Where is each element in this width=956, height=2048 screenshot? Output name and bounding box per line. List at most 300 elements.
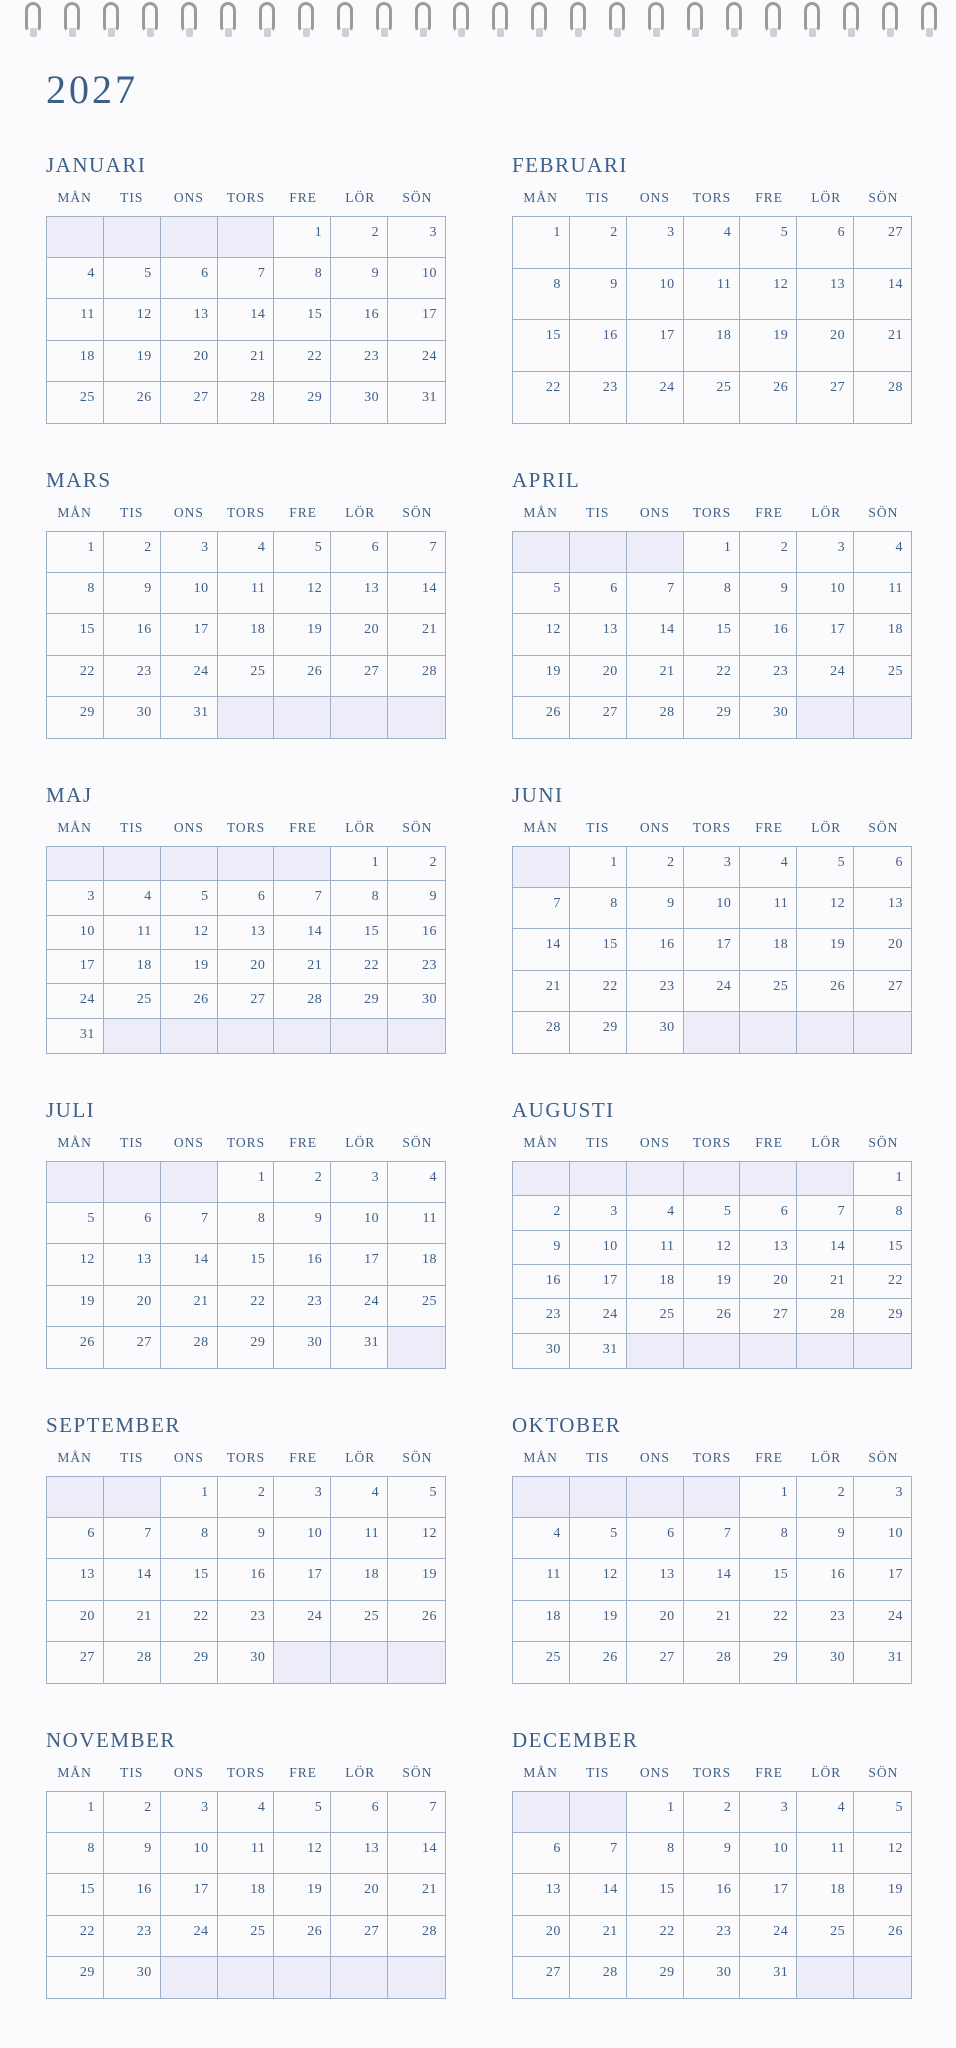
day-number: 28 — [716, 1649, 732, 1665]
day-number: 29 — [773, 1649, 789, 1665]
day-number: 27 — [136, 1334, 152, 1350]
weekday-label: TIS — [586, 190, 610, 205]
day-cell — [797, 1196, 854, 1230]
day-number: 13 — [659, 1567, 675, 1583]
day-cell — [570, 1833, 627, 1874]
day-number: 20 — [602, 663, 618, 679]
day-number: 15 — [716, 622, 732, 638]
day-cell — [570, 269, 627, 321]
day-cell — [47, 697, 104, 738]
day-cell — [684, 1299, 741, 1333]
day-cell — [570, 1012, 627, 1053]
day-cell — [627, 1642, 684, 1683]
day-cell — [797, 1231, 854, 1265]
day-cell — [797, 573, 854, 614]
day-number: 5 — [314, 540, 323, 555]
day-cell — [274, 950, 331, 984]
day-number: 1 — [314, 225, 323, 240]
empty-day-cell — [47, 1477, 104, 1518]
day-cell — [161, 1286, 218, 1327]
day-number: 20 — [250, 957, 266, 973]
empty-day-cell — [104, 1019, 161, 1053]
spiral-ring-icon — [801, 0, 825, 38]
spiral-ring-icon — [178, 0, 202, 38]
day-cell — [570, 1642, 627, 1683]
day-cell — [513, 372, 570, 424]
day-cell — [104, 1792, 161, 1833]
day-number: 20 — [136, 1293, 152, 1309]
day-cell — [47, 532, 104, 573]
day-cell — [274, 382, 331, 423]
day-cell — [161, 984, 218, 1018]
day-cell — [570, 847, 627, 888]
day-number: 20 — [545, 1923, 561, 1939]
day-cell — [331, 1833, 388, 1874]
day-number: 18 — [830, 1882, 846, 1898]
weekday-header — [512, 1440, 912, 1476]
day-number: 6 — [610, 581, 618, 597]
day-number: 26 — [193, 992, 209, 1008]
spiral-ring-icon — [373, 0, 397, 38]
day-cell — [218, 1286, 275, 1327]
day-number: 29 — [79, 704, 95, 720]
day-number: 14 — [659, 622, 675, 638]
empty-day-cell — [513, 1477, 570, 1518]
weekday-label: TIS — [586, 1765, 610, 1780]
day-number: 14 — [716, 1567, 732, 1583]
day-cell — [218, 573, 275, 614]
month-mars — [46, 465, 446, 739]
day-number: 23 — [136, 663, 152, 679]
day-cell — [161, 1601, 218, 1642]
day-cell — [854, 217, 911, 269]
day-cell — [161, 1916, 218, 1957]
day-number: 2 — [610, 225, 618, 240]
day-cell — [684, 1265, 741, 1299]
day-number: 7 — [257, 266, 266, 282]
day-cell — [388, 573, 445, 614]
day-number: 30 — [307, 1334, 323, 1350]
day-number: 20 — [659, 1608, 675, 1624]
day-cell — [797, 269, 854, 321]
day-number: 9 — [371, 266, 380, 282]
day-cell — [388, 217, 445, 258]
month-title: JULI — [46, 1098, 96, 1122]
day-cell — [274, 916, 331, 950]
day-number: 27 — [773, 1307, 789, 1323]
empty-day-cell — [104, 217, 161, 258]
day-cell — [740, 1559, 797, 1600]
month-maj — [46, 780, 446, 1054]
day-cell — [104, 881, 161, 915]
day-grid — [46, 846, 446, 1054]
day-cell — [47, 656, 104, 697]
weekday-label: TORS — [226, 820, 266, 835]
day-number: 29 — [716, 704, 732, 720]
day-cell — [47, 1833, 104, 1874]
day-number: 12 — [773, 276, 789, 292]
day-cell — [513, 888, 570, 929]
empty-day-cell — [218, 1019, 275, 1053]
weekday-label: TORS — [692, 1135, 732, 1150]
day-number: 12 — [79, 1252, 95, 1268]
day-cell — [797, 1642, 854, 1683]
day-cell — [570, 1334, 627, 1368]
day-cell — [740, 372, 797, 424]
day-number: 12 — [193, 923, 209, 939]
empty-day-cell — [218, 1957, 275, 1998]
day-number: 25 — [79, 389, 95, 405]
weekday-label: TIS — [586, 505, 610, 520]
day-cell — [388, 341, 445, 382]
day-cell — [627, 1833, 684, 1874]
day-number: 18 — [773, 937, 789, 953]
day-number: 4 — [780, 855, 789, 870]
empty-day-cell — [47, 1162, 104, 1203]
day-number: 14 — [193, 1252, 209, 1268]
day-cell — [854, 1559, 911, 1600]
day-cell — [854, 1477, 911, 1518]
month-oktober — [512, 1410, 912, 1684]
month-title: DECEMBER — [512, 1728, 639, 1752]
day-number: 4 — [257, 540, 266, 555]
day-cell — [797, 1874, 854, 1915]
day-number: 21 — [888, 328, 903, 343]
day-number: 17 — [659, 328, 675, 343]
day-number: 2 — [553, 1204, 561, 1220]
weekday-label: FRE — [755, 1450, 784, 1465]
spiral-binding — [22, 0, 942, 44]
day-number: 30 — [545, 1341, 561, 1357]
day-cell — [740, 1265, 797, 1299]
day-number: 18 — [545, 1608, 561, 1624]
day-number: 11 — [546, 1567, 561, 1583]
weekday-label: LÖR — [811, 1135, 842, 1150]
day-cell — [513, 1196, 570, 1230]
day-number: 25 — [364, 1608, 380, 1624]
day-number: 11 — [773, 896, 789, 912]
day-number: 24 — [888, 1608, 903, 1624]
day-cell — [274, 614, 331, 655]
day-cell — [274, 1601, 331, 1642]
day-number: 24 — [830, 663, 846, 679]
empty-day-cell — [570, 1162, 627, 1196]
day-number: 7 — [429, 1800, 437, 1815]
day-cell — [218, 382, 275, 423]
empty-day-cell — [388, 1019, 445, 1053]
day-number: 8 — [371, 889, 380, 905]
day-number: 4 — [144, 889, 152, 905]
day-cell — [854, 1601, 911, 1642]
empty-day-cell — [627, 1162, 684, 1196]
day-number: 13 — [79, 1567, 95, 1583]
day-number: 10 — [193, 581, 209, 597]
day-cell — [218, 1518, 275, 1559]
day-number: 12 — [545, 622, 561, 638]
day-number: 18 — [364, 1567, 380, 1583]
day-cell — [684, 1916, 741, 1957]
day-number: 2 — [429, 855, 437, 870]
day-cell — [684, 1601, 741, 1642]
day-number: 10 — [307, 1526, 323, 1542]
day-number: 1 — [553, 225, 561, 240]
day-cell — [570, 1299, 627, 1333]
empty-day-cell — [854, 1334, 911, 1368]
month-title: JANUARI — [46, 153, 147, 177]
day-cell — [627, 1559, 684, 1600]
day-number: 27 — [250, 992, 266, 1008]
day-cell — [797, 614, 854, 655]
day-number: 3 — [429, 225, 437, 240]
day-cell — [740, 320, 797, 372]
day-cell — [627, 1916, 684, 1957]
day-number: 25 — [888, 663, 903, 679]
day-cell — [388, 1916, 445, 1957]
empty-day-cell — [570, 532, 627, 573]
day-cell — [570, 1601, 627, 1642]
empty-day-cell — [331, 1642, 388, 1683]
weekday-header — [46, 1440, 446, 1476]
day-number: 10 — [422, 266, 437, 282]
day-cell — [331, 532, 388, 573]
day-cell — [47, 1203, 104, 1244]
day-cell — [627, 1299, 684, 1333]
day-number: 16 — [830, 1567, 846, 1583]
empty-day-cell — [331, 1957, 388, 1998]
empty-day-cell — [161, 1019, 218, 1053]
day-cell — [854, 1231, 911, 1265]
day-number: 14 — [136, 1567, 152, 1583]
weekday-label: MÅN — [57, 1765, 92, 1780]
day-cell — [570, 888, 627, 929]
day-cell — [854, 269, 911, 321]
spiral-ring-icon — [295, 0, 319, 38]
day-number: 24 — [307, 1608, 323, 1624]
day-number: 24 — [364, 1293, 380, 1309]
day-cell — [388, 1203, 445, 1244]
day-number: 11 — [830, 1841, 846, 1857]
day-cell — [331, 984, 388, 1018]
day-number: 31 — [364, 1334, 380, 1350]
empty-day-cell — [104, 1477, 161, 1518]
day-number: 20 — [193, 348, 209, 364]
day-number: 6 — [144, 1211, 152, 1227]
day-number: 2 — [144, 1800, 152, 1815]
day-number: 3 — [723, 855, 732, 870]
day-number: 14 — [307, 923, 323, 939]
day-cell — [331, 881, 388, 915]
weekday-label: SÖN — [868, 1450, 899, 1465]
weekday-label: MÅN — [523, 820, 558, 835]
weekday-label: MÅN — [57, 820, 92, 835]
weekday-label: MÅN — [57, 505, 92, 520]
weekday-label: MÅN — [523, 505, 558, 520]
day-cell — [513, 614, 570, 655]
weekday-label: TORS — [226, 505, 266, 520]
day-cell — [388, 656, 445, 697]
day-cell — [331, 1601, 388, 1642]
weekday-label: FRE — [755, 820, 784, 835]
day-number: 29 — [79, 1964, 95, 1980]
empty-day-cell — [684, 1012, 741, 1053]
day-cell — [104, 1327, 161, 1368]
month-december — [512, 1725, 912, 1999]
day-cell — [331, 1203, 388, 1244]
empty-day-cell — [388, 1642, 445, 1683]
day-cell — [331, 614, 388, 655]
day-number: 8 — [257, 1211, 266, 1227]
day-number: 9 — [144, 581, 152, 597]
day-number: 4 — [87, 266, 95, 282]
day-cell — [797, 656, 854, 697]
day-number: 1 — [610, 855, 618, 870]
day-number: 9 — [610, 276, 618, 292]
day-number: 26 — [545, 704, 561, 720]
empty-day-cell — [684, 1162, 741, 1196]
day-cell — [388, 1518, 445, 1559]
day-cell — [47, 299, 104, 340]
day-cell — [854, 1792, 911, 1833]
day-number: 28 — [602, 1964, 618, 1980]
day-cell — [740, 1874, 797, 1915]
empty-day-cell — [331, 1019, 388, 1053]
day-cell — [797, 1265, 854, 1299]
empty-day-cell — [627, 1334, 684, 1368]
day-cell — [104, 1518, 161, 1559]
day-cell — [684, 888, 741, 929]
day-number: 4 — [553, 1526, 561, 1542]
day-number: 16 — [602, 328, 618, 343]
day-number: 3 — [837, 540, 846, 555]
day-cell — [161, 1642, 218, 1683]
day-number: 23 — [830, 1608, 846, 1624]
weekday-label: TORS — [226, 1450, 266, 1465]
day-number: 5 — [314, 1800, 323, 1815]
empty-day-cell — [627, 1477, 684, 1518]
day-number: 7 — [837, 1204, 846, 1220]
day-number: 1 — [780, 1485, 789, 1500]
day-cell — [740, 1642, 797, 1683]
day-cell — [513, 1957, 570, 1998]
day-cell — [627, 656, 684, 697]
day-number: 31 — [888, 1649, 903, 1665]
day-cell — [47, 573, 104, 614]
day-number: 20 — [888, 937, 903, 953]
day-number: 30 — [773, 704, 789, 720]
day-cell — [570, 1957, 627, 1998]
day-grid — [46, 1791, 446, 1999]
day-number: 26 — [307, 1923, 323, 1939]
day-number: 10 — [79, 923, 95, 939]
day-number: 30 — [659, 1019, 675, 1035]
day-cell — [627, 1231, 684, 1265]
day-cell — [47, 1792, 104, 1833]
day-cell — [570, 971, 627, 1012]
day-cell — [740, 1518, 797, 1559]
weekday-label: FRE — [755, 505, 784, 520]
day-number: 10 — [602, 1238, 618, 1254]
day-cell — [218, 1203, 275, 1244]
day-cell — [684, 1518, 741, 1559]
day-cell — [218, 532, 275, 573]
day-cell — [797, 372, 854, 424]
year-title: 2027 — [46, 67, 138, 112]
day-number: 14 — [602, 1882, 618, 1898]
weekday-header — [46, 180, 446, 216]
day-number: 18 — [716, 328, 732, 343]
day-number: 22 — [193, 1608, 209, 1624]
day-number: 25 — [659, 1307, 675, 1323]
day-number: 23 — [307, 1293, 323, 1309]
day-cell — [331, 916, 388, 950]
weekday-label: TIS — [120, 505, 144, 520]
day-cell — [513, 1642, 570, 1683]
day-number: 11 — [716, 276, 732, 292]
day-cell — [104, 1203, 161, 1244]
day-number: 27 — [193, 389, 209, 405]
day-number: 5 — [610, 1526, 618, 1542]
weekday-label: ONS — [639, 1135, 670, 1150]
weekday-label: SÖN — [868, 1135, 899, 1150]
day-cell — [854, 320, 911, 372]
day-number: 22 — [250, 1293, 266, 1309]
day-cell — [161, 382, 218, 423]
spiral-ring-icon — [684, 0, 708, 38]
day-cell — [161, 1244, 218, 1285]
day-cell — [854, 1299, 911, 1333]
day-number: 10 — [773, 1841, 789, 1857]
day-number: 18 — [250, 622, 266, 638]
day-number: 22 — [716, 663, 732, 679]
day-number: 11 — [80, 307, 95, 323]
spiral-ring-icon — [762, 0, 786, 38]
empty-day-cell — [161, 1162, 218, 1203]
day-number: 31 — [602, 1341, 618, 1357]
day-number: 4 — [429, 1170, 437, 1185]
day-number: 19 — [830, 937, 846, 953]
day-number: 13 — [888, 896, 903, 912]
weekday-label: TIS — [120, 1765, 144, 1780]
day-number: 6 — [895, 855, 903, 870]
day-cell — [684, 217, 741, 269]
day-number: 14 — [888, 276, 903, 292]
month-title: MAJ — [46, 783, 93, 807]
month-title: NOVEMBER — [46, 1728, 176, 1752]
day-number: 11 — [250, 581, 266, 597]
weekday-label: TORS — [692, 505, 732, 520]
day-cell — [388, 881, 445, 915]
empty-day-cell — [740, 1334, 797, 1368]
empty-day-cell — [854, 1012, 911, 1053]
day-cell — [218, 1601, 275, 1642]
day-number: 19 — [602, 1608, 618, 1624]
empty-day-cell — [684, 1334, 741, 1368]
day-cell — [797, 1299, 854, 1333]
day-cell — [740, 847, 797, 888]
day-number: 12 — [307, 1841, 323, 1857]
month-title: AUGUSTI — [512, 1098, 615, 1122]
empty-day-cell — [740, 1162, 797, 1196]
day-cell — [274, 341, 331, 382]
month-title: MARS — [46, 468, 112, 492]
day-cell — [161, 258, 218, 299]
day-number: 7 — [429, 540, 437, 555]
day-cell — [218, 1792, 275, 1833]
day-number: 17 — [193, 1882, 209, 1898]
day-number: 11 — [660, 1238, 675, 1254]
day-cell — [47, 341, 104, 382]
day-cell — [274, 258, 331, 299]
